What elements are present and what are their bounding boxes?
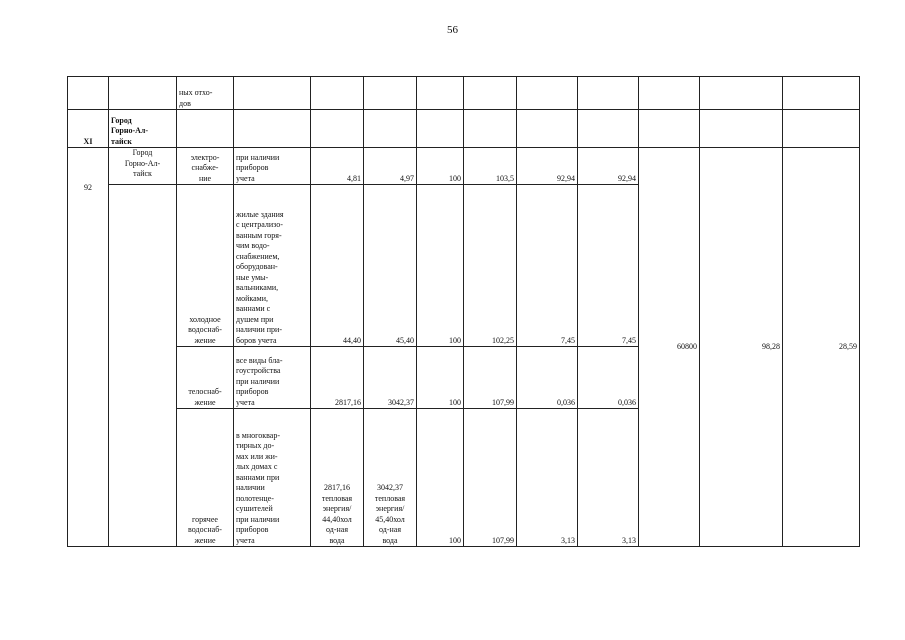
share-a: 92,94 xyxy=(517,148,578,185)
tariff-new: 3042,37 тепловая энергия/ 45,40хол од-ная вода xyxy=(364,409,417,547)
growth-index: 103,5 xyxy=(464,148,517,185)
section-name: Город Горно-Ал- тайск xyxy=(109,110,177,148)
share-a: 0,036 xyxy=(517,347,578,409)
service-condition: жилые здания с централизо- ванным горя- чим водо- снабжением, оборудован- ные умы- вальниками, мойками, ваннами с душем при наличии при- боров учета xyxy=(234,185,311,347)
percent-100: 100 xyxy=(417,347,464,409)
population-value: 60800 xyxy=(639,148,700,547)
tariff-old: 4,81 xyxy=(311,148,364,185)
service-condition: при наличии приборов учета xyxy=(234,148,311,185)
growth-index: 107,99 xyxy=(464,347,517,409)
share-b: 7,45 xyxy=(578,185,639,347)
growth-index: 107,99 xyxy=(464,409,517,547)
table-row xyxy=(68,148,860,185)
share-b: 0,036 xyxy=(578,347,639,409)
percent-value: 98,28 xyxy=(700,148,783,547)
growth-index: 102,25 xyxy=(464,185,517,347)
service-name: телоснаб- жение xyxy=(177,347,234,409)
service-name: горячее водоснаб- жение xyxy=(177,409,234,547)
tariff-table xyxy=(67,76,860,547)
tariff-old: 2817,16 тепловая энергия/ 44,40хол од-ная вода xyxy=(311,409,364,547)
percent-100: 100 xyxy=(417,409,464,547)
share-a: 7,45 xyxy=(517,185,578,347)
service-condition: в многоквар- тирных до- мах или жи- лых домах с ваннами при наличии полотенце- сушителей при наличии приборов учета xyxy=(234,409,311,547)
service-name: холодное водосна6- жение xyxy=(177,185,234,347)
section-number: XI xyxy=(68,110,109,148)
city-name: Город Горно-Ал- тайск xyxy=(109,148,177,185)
share-a: 3,13 xyxy=(517,409,578,547)
tariff-new: 3042,37 xyxy=(364,347,417,409)
row-number xyxy=(68,148,109,547)
tariff-old: 44,40 xyxy=(311,185,364,347)
section-row xyxy=(68,110,860,148)
tariff-new: 45,40 xyxy=(364,185,417,347)
table-row-continuation xyxy=(68,77,860,110)
percent-100: 100 xyxy=(417,148,464,185)
service-condition: все виды бла- гоустройства при наличии приборов учета xyxy=(234,347,311,409)
waste-label: ных отхо- дов xyxy=(177,77,234,110)
limit-value: 28,59 xyxy=(783,148,860,547)
tariff-old: 2817,16 xyxy=(311,347,364,409)
page-number: 56 xyxy=(447,24,458,36)
share-b: 3,13 xyxy=(578,409,639,547)
share-b: 92,94 xyxy=(578,148,639,185)
percent-100: 100 xyxy=(417,185,464,347)
row-number-text: 92 xyxy=(84,182,92,192)
tariff-new: 4,97 xyxy=(364,148,417,185)
service-name: электро- снабже- ние xyxy=(177,148,234,185)
